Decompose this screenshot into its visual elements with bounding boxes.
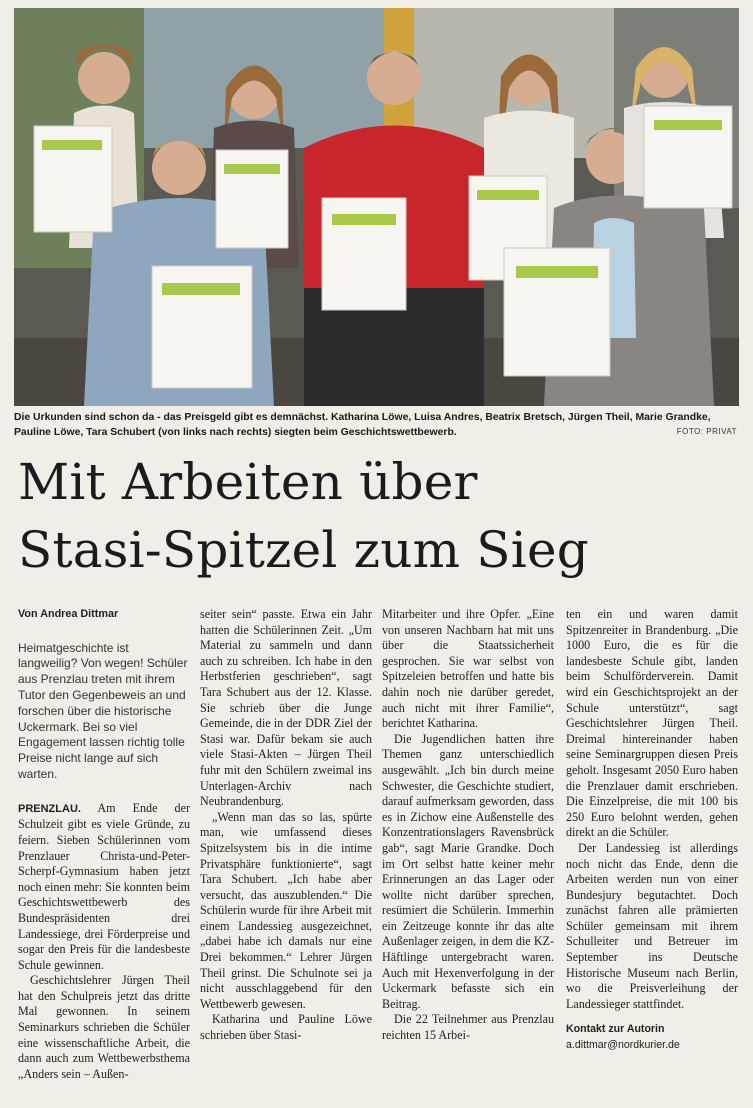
contact-heading: Kontakt zur Autorin [566, 1023, 665, 1036]
article-column-1 [18, 607, 190, 1082]
dateline: PRENZLAU. [18, 802, 81, 815]
article-paragraph: Die 22 Teilnehmer aus Prenzlau reichten 15 Arbei- [382, 1012, 554, 1043]
article-paragraph [18, 801, 190, 974]
article-paragraph: Katharina und Pauline Löwe schrieben über Stasi- [200, 1012, 372, 1043]
article-paragraph: Geschichtslehrer Jürgen Theil hat den Schulpreis jetzt das dritte Mal gewonnen. In seinem Seminarkurs schrieben die Schüler eine wissenschaftliche Arbeit, die dann auch zum Wettbewerbsthema „Anders sein – Außen- [18, 973, 190, 1081]
headline-line-1: Mit Arbeiten über [18, 453, 478, 511]
article-column-2 [200, 607, 372, 1044]
article-paragraph: Die Jugendlichen hatten ihre Themen ganz unterschiedlich ausgewählt. „Ich bin durch meine Schwester, die Geschichte studiert, darauf aufmerksam geworden, dass es in Zichow eine Außenstelle des Konzentrationslagers Ravensbrück gab“, sagt Marie Grandke. Doch im Ort selbst hatte keiner mehr Erinnerungen an das Lager oder wollte nicht darüber sprechen, resümiert die Schülerin. Immerhin ein Zeitzeuge konnte ihr das alte Außenlager zeigen, in dem die KZ-Häftlinge untergebracht waren. Auch mit Hexenverfolgung in der Uckermark befasste sich ein Beitrag. [382, 731, 554, 1011]
headline [18, 448, 738, 584]
news-photo [14, 8, 739, 406]
photo-caption: Die Urkunden sind schon da - das Preisgeld gibt es demnächst. Katharina Löwe, Luisa Andres, Beatrix Bretsch, Jürgen Theil, Marie Grandke, Pauline Löwe, Tara Schubert (von links nach rechts) siegten beim Geschichtswettbewerb. [14, 412, 711, 438]
article-paragraph: Mitarbeiter und ihre Opfer. „Eine von unseren Nachbarn hat mit uns über die Staatssicherheit gesprochen. Sie war selbst von Spitzeleien betroffen und hatte bis dahin noch nie darüber geredet, auch nicht mit ihrer Familie“, berichtet Katharina. [382, 607, 554, 731]
article-column-4 [566, 607, 738, 1054]
article-paragraph: Der Landessieg ist allerdings noch nicht das Ende, denn die Arbeiten werden nun von einer Bundesjury begutachtet. Doch zunächst fahren alle prämierten Schüler gemeinsam mit ihrem Schulleiter und Betreuer im September ins Deutsche Historische Museum nach Berlin, wo die Preisverleihung der Landessieger stattfindet. [566, 840, 738, 1011]
article-paragraph: seiter sein“ passte. Etwa ein Jahr hatten die Schülerinnen Zeit. „Um Material zu sammeln und dann auch zu schreiben. Ich habe in den Herbstferien geschrieben“, sagt Tara Schubert aus der 12. Klasse. Sie schrieb über die Junge Gemeinde, die in der DDR Ziel der Stasi war. Dafür bekam sie auch viele Stasi-Akten – Jürgen Theil fuhr mit den Schülern zweimal ins Unterlagen-Archiv nach Neubrandenburg. [200, 607, 372, 809]
photo-credit: FOTO: PRIVAT [676, 427, 737, 436]
headline-line-2: Stasi-Spitzel zum Sieg [18, 521, 589, 579]
group-photo-image [14, 8, 739, 406]
article-column-3 [382, 607, 554, 1044]
article-paragraph: ten ein und waren damit Spitzenreiter in Brandenburg. „Die 1000 Euro, die es für die landesbeste Schule gibt, landen beim Schulförderverein. Damit wird ein Geschichtsprojekt an der Schule unterstützt“, sagt Geschichtslehrer Jürgen Theil. Dreimal hintereinander haben seine Seminargruppen diesen Preis geholt. Insgesamt 2050 Euro haben die Prenzlauer damit erschrieben. Die Einzelpreise, die mit 100 bis 250 Euro belohnt werden, gehen direkt an die Schüler. [566, 607, 738, 840]
paragraph-text: Am Ende der Schulzeit gibt es viele Gründe, zu feiern. Sieben Schülerinnen vom Prenzlauer Christa-und-Peter-Scherpf-Gymnasium haben jetzt noch einen mehr: Sie konnten beim Geschichtswettbewerb des Bundespräsidenten drei Landessiege, drei Förderpreise und sogar den Preis für die landesbeste Schule gewinnen. [18, 800, 191, 972]
author-email-link[interactable]: a.dittmar@nordkurier.de [566, 1039, 680, 1052]
byline: Von Andrea Dittmar [18, 608, 119, 620]
teaser: Heimatgeschichte ist langweilig? Von wegen! Schüler aus Prenzlau treten mit ihrem Tutor den Gegenbeweis an und forschen über die historische Uckermark. Bei so viel Engagement lassen richtig tolle Preise nicht lange auf sich warten. [18, 640, 188, 781]
article-paragraph: „Wenn man das so las, spürte man, wie umfassend dieses Spitzelsystem bis in die intime Privatsphäre funktionierte“, sagt Tara Schubert. „Ich habe aber versucht, das auszublenden.“ Die Schülerin wurde für ihre Arbeit mit einem Landessieg ausgezeichnet, „dabei habe ich damals nur eine Drei bekommen.“ Lehrer Jürgen Theil grinst. Die Schulnote sei ja nicht ausschlaggebend für den Wettbewerb gewesen. [200, 809, 372, 1011]
